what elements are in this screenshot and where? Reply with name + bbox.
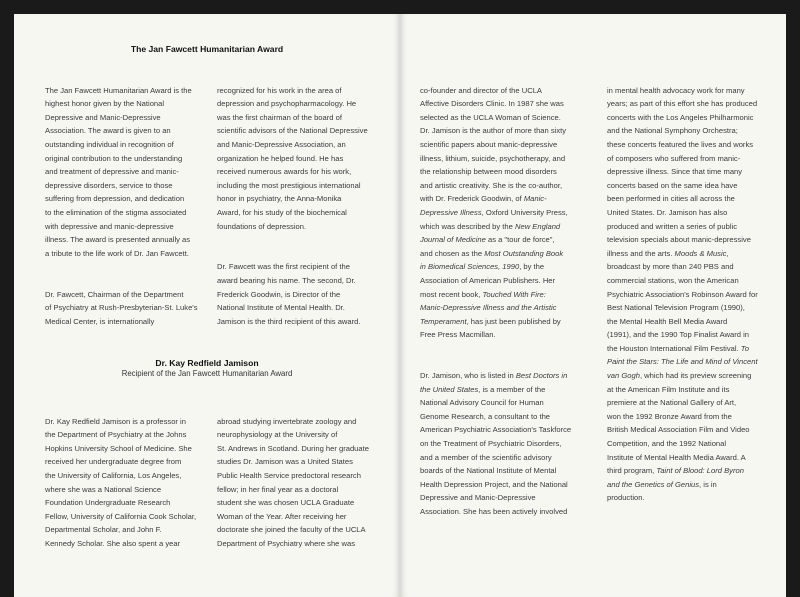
program-title-moods-music: Moods & Music xyxy=(674,248,727,258)
jamison-bio-column-2 xyxy=(217,401,392,564)
jamison-bio-column-1 xyxy=(45,401,220,564)
fawcett-bio-paragraph: Dr. Fawcett, Chairman of the Department of Psychiatry at Rush-Presbyterian-St. Luke's Medical Center, is internationally xyxy=(45,289,198,326)
listing-title-best-doctors: Best Doctors in the United States xyxy=(420,371,568,394)
left-page xyxy=(14,14,400,597)
fawcett-recognition-paragraph: recognized for his work in the area of depression and psychopharmacology. He was the first chairman of the board of scientific advisors of the National Depressive and Manic-Depressive Association, an organization he helped found. He has received numerous awards for his work, including the most prestigious international honor in psychiatry, the Anna-Monika Award, for his study of the biochemical foundations of depression. xyxy=(217,85,368,231)
award-recipients-paragraph: Dr. Fawcett was the first recipient of the award bearing his name. The second, Dr. Frederick Goodwin, is Director of the National Institute of Mental Health. Dr. Jamison is the third recipient of this award. xyxy=(217,262,361,326)
book-title-touched-with-fire: Touched With Fire: Manic-Depressive Illness and the Artistic Temperament xyxy=(420,289,557,326)
award-title-outstanding-book: Most Outstanding Book in Biomedical Sciences, 1990 xyxy=(420,248,564,272)
jamison-education-paragraph: Dr. Kay Redfield Jamison is a professor in the Department of Psychiatry at the Johns Hopkins University School of Medicine. She received her undergraduate degree from the University of California, Los Angeles, where she was a National Science Foundation Undergraduate Research Fellow, University of California Cook Scholar, Departmental Scholar, and John F. Kennedy Scholar. She also spent a year xyxy=(45,416,197,548)
program-title-to-paint-the-stars: To Paint the Stars: The Life and Mind of Vincent van Gogh xyxy=(607,343,758,381)
jamison-advocacy-paragraph: in mental health advocacy work for many years; as part of this effort she has produced concerts with the Los Angeles Philharmonic and the National Symphony Orchestra; these concerts featured the lives and works of composers who suffered from manic- depressive illness. Since that time many concerts based on the same idea have been performed in cities all across the United States. Dr. Jamison has also produced and written a series of public television specials about manic-depressive illness and the arts. Moods & Music, broadcast by more than 240 PBS and commercial stations, won the American Psychiatric Association's Robinson Award for Best National Television Program (1990), the Mental Health Bell Media Award (1991), and the 1990 Top Finalist Award in the Houston International Film Festival. To Paint the Stars: The Life and Mind of Vincent van Gogh, which had its preview screening at the American Film Institute and its premiere at the National Gallery of Art, won the 1992 Bronze Award from the British Medical Association Film and Video Competition, and the 1992 National Institute of Mental Health Media Award. A third program, Taint of Blood: Lord Byron and the Genetics of Genius, is in production. xyxy=(607,85,758,503)
award-title: The Jan Fawcett Humanitarian Award xyxy=(130,44,284,54)
jamison-memberships-paragraph: Dr. Jamison, who is listed in Best Doctors in the United States, is a member of the National Advisory Council for Human Genome Research, a consultant to the American Psychiatric Association's Taskforce on the Treatment of Psychiatric Disorders, and a member of the scientific advisory boards of the National Institute of Mental Health Depression Project, and the National Depressive and Manic-Depressive Association. She has been actively involved xyxy=(420,371,572,516)
award-description-column-1 xyxy=(45,70,220,342)
jamison-career-paragraph: abroad studying invertebrate zoology and neurophysiology at the University of St. Andrews in Scotland. During her graduate studies Dr. Jamison was a United States Public Health Service predoctoral research fellow; in her final year as a doctoral student she was chosen UCLA Graduate Woman of the Year. After receiving her doctorate she joined the faculty of the UCLA Department of Psychiatry where she was xyxy=(217,416,369,548)
recipient-name: Dr. Kay Redfield Jamison xyxy=(155,358,259,368)
right-page xyxy=(400,14,786,597)
jamison-bio-column-3 xyxy=(420,70,600,532)
jamison-bio-column-4 xyxy=(607,70,787,519)
journal-title-nejm: New England Journal of Medicine xyxy=(420,221,561,245)
jamison-publications-paragraph: co-founder and director of the UCLA Affective Disorders Clinic. In 1987 she was selected as the UCLA Woman of Science. Dr. Jamison is the author of more than sixty scientific papers about manic-depressive illness, lithium, suicide, psychotherapy, and the relationship between mood disorders and artistic creativity. She is the co-author, with Dr. Frederick Goodwin, of Manic- Depressive Illness, Oxford University Press, which was described by the New England Journal of Medicine as a "tour de force", and chosen as the Most Outstanding Book in Biomedical Sciences, 1990, by the Association of American Publishers. Her most recent book, Touched With Fire: Manic-Depressive Illness and the Artistic Temperament, has just been published by Free Press Macmillan. xyxy=(420,85,568,340)
book-title-manic-depressive-illness: Manic- Depressive Illness xyxy=(420,194,547,217)
recipient-subtitle: Recipient of the Jan Fawcett Humanitarian Award xyxy=(121,369,293,378)
program-title-taint-of-blood: Taint of Blood: Lord Byron and the Genetics of Genius xyxy=(607,466,744,489)
award-description-column-2 xyxy=(217,70,392,342)
award-description-paragraph: The Jan Fawcett Humanitarian Award is the highest honor given by the National Depressive and Manic-Depressive Association. The award is given to an outstanding individual in recognition of original contribution to the understanding and treatment of depressive and manic- depressive disorders, service to those suffering from depression, and dedication to the elimination of the stigma associated with depressive and manic-depressive illness. The award is presented annually as a tribute to the life work of Dr. Jan Fawcett. xyxy=(45,85,192,258)
